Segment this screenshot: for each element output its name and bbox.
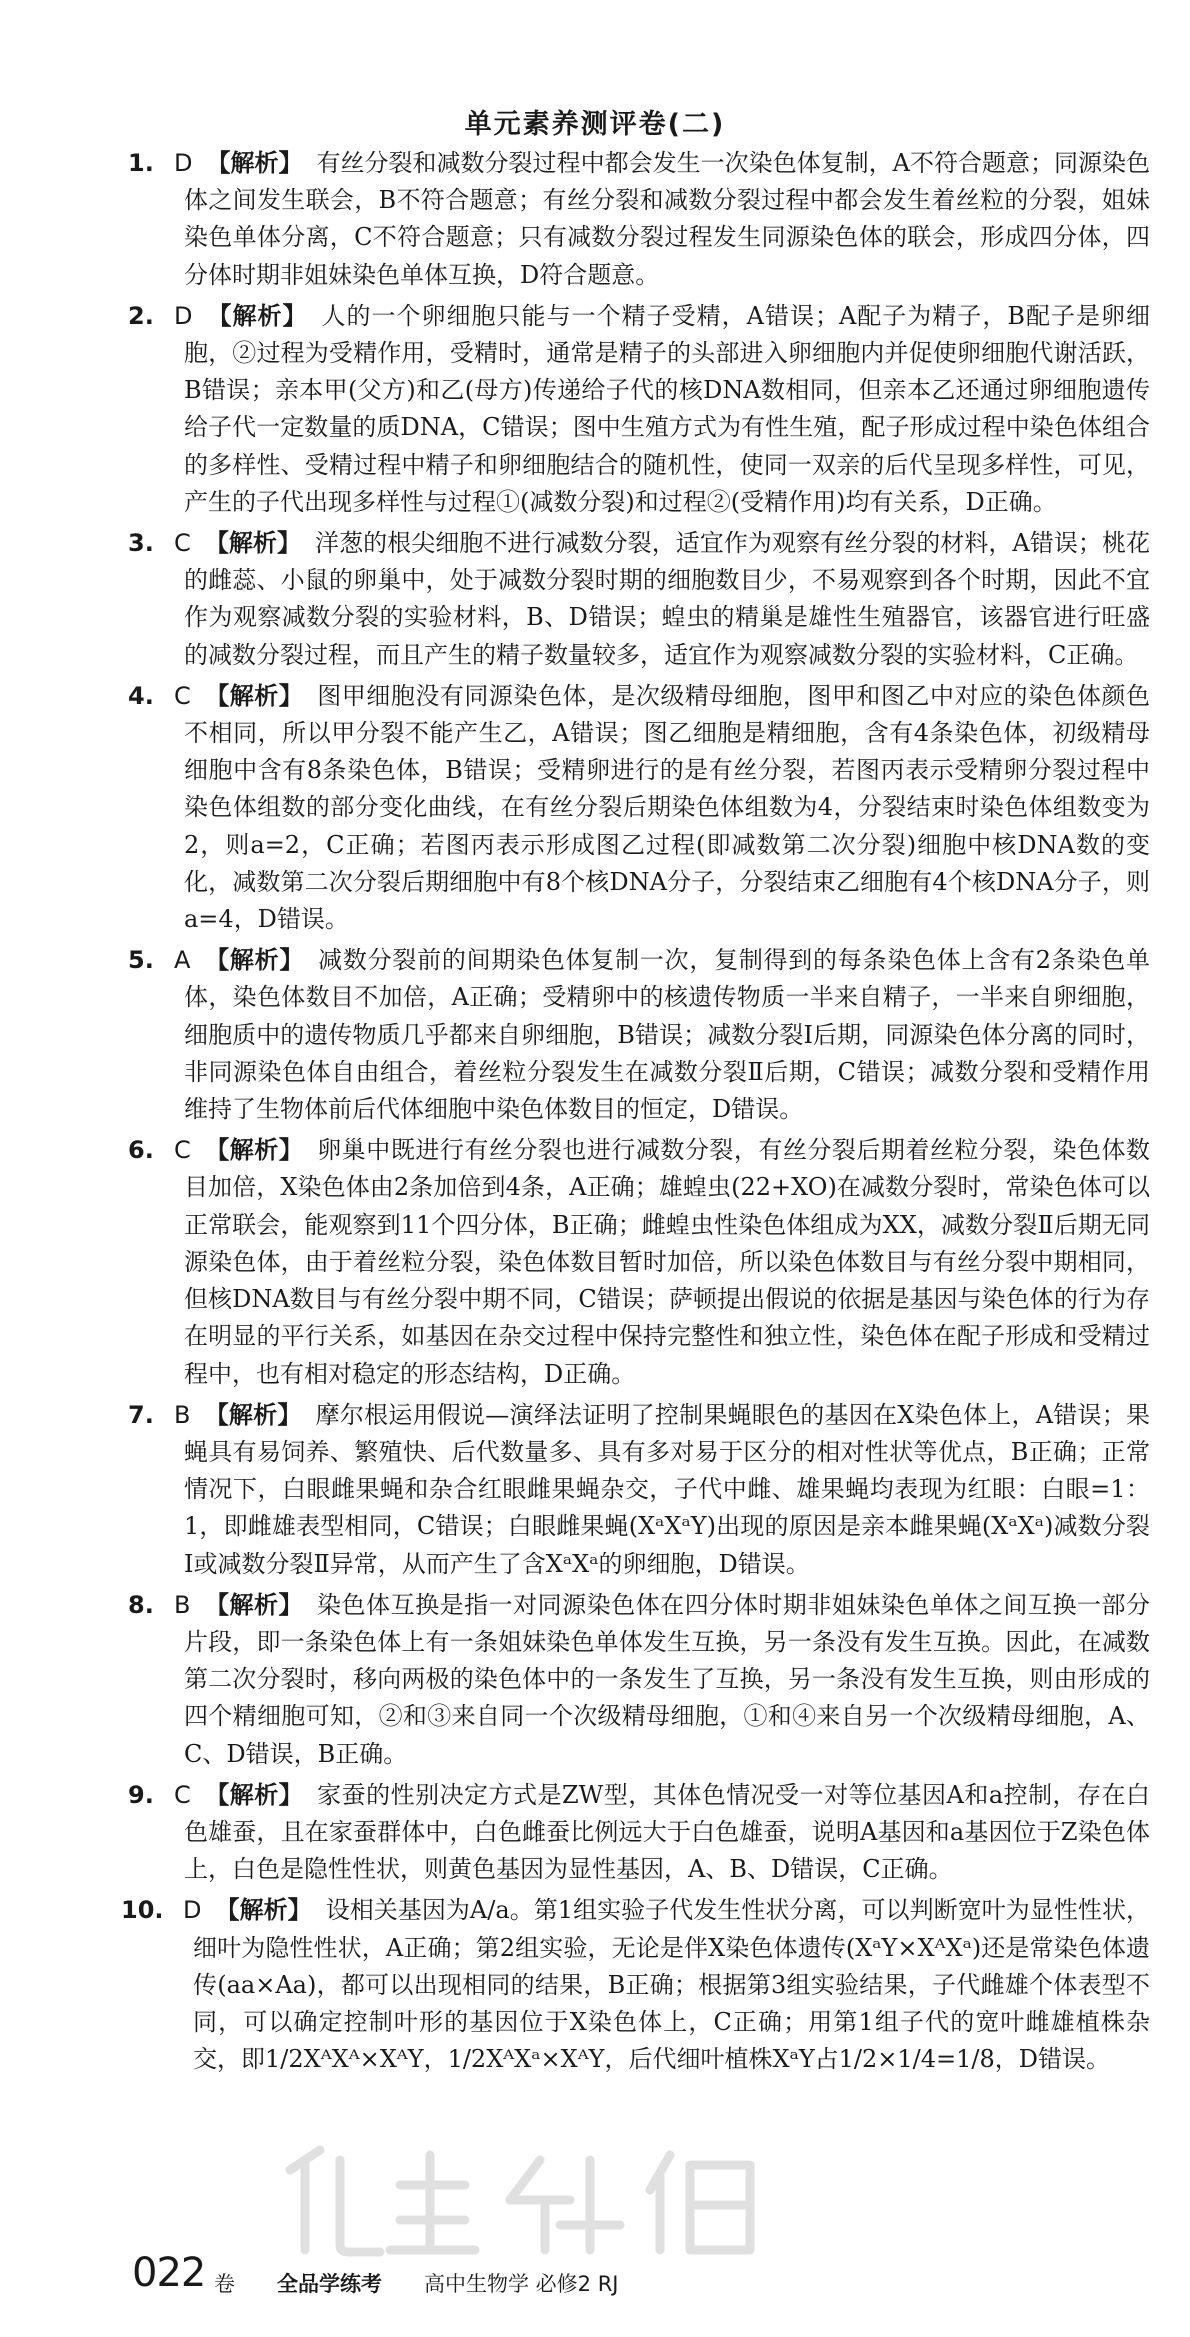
analysis-tag: 【解析】 (204, 1136, 304, 1165)
answer-choice: C (174, 529, 191, 558)
analysis-text: 摩尔根运用假说—演绎法证明了控制果蝇眼色的基因在X染色体上，A错误；果蝇具有易饲养、繁殖快、后代数量多、具有多对易于区分的相对性状等优点，B正确；正常情况下，白眼雌果蝇和杂合红眼雌果蝇杂交，子代中雌、雄果蝇均表现为红眼：白眼=1：1，即雌雄表型相同，C错误；白眼雌果蝇(XᵃXᵃY)出现的原因是亲本雌果蝇(XᵃXᵃ)减数分裂Ⅰ或减数分裂Ⅱ异常，从而产生了含XᵃXᵃ的卵细胞，D错误。 (184, 1400, 1150, 1578)
answer-item-2 (0, 298, 1190, 521)
analysis-text: 卵巢中既进行有丝分裂也进行减数分裂，有丝分裂后期着丝粒分裂，染色体数目加倍，X染色体由2条加倍到4条，A正确；雄蝗虫(22+XO)在减数分裂时，常染色体可以正常联会，能观察到11个四分体，B正确；雌蝗虫性染色体组成为XX，减数分裂Ⅱ后期无同源染色体，由于着丝粒分裂，染色体数目暂时加倍，所以染色体数目与有丝分裂中期相同，但核DNA数目与有丝分裂中期不同，C错误；萨顿提出假说的依据是基因与染色体的行为存在明显的平行关系，如基因在杂交过程中保持完整性和独立性，染色体在配子形成和受精过程中，也有相对稳定的形态结构，D正确。 (184, 1136, 1150, 1388)
item-number: 9. (128, 1780, 154, 1809)
answer-item-5 (0, 942, 1190, 1128)
analysis-text: 有丝分裂和减数分裂过程中都会发生一次染色体复制，A不符合题意；同源染色体之间发生联会，B不符合题意；有丝分裂和减数分裂过程中都会发生着丝粒的分裂，姐妹染色单体分离，C不符合题意；只有减数分裂过程发生同源染色体的联会，形成四分体，四分体时期非姐妹染色单体互换，D符合题意。 (184, 149, 1150, 289)
item-number: 6. (128, 1136, 154, 1165)
item-number: 3. (128, 529, 154, 558)
answer-choice: C (174, 681, 191, 710)
brand-name: 全品学练考 (277, 2272, 382, 2296)
answer-item-10 (0, 1892, 1190, 2078)
analysis-text: 染色体互换是指一对同源染色体在四分体时期非姐妹染色单体之间互换一部分片段，即一条染色体上有一条姐妹染色单体发生互换，另一条没有发生互换。因此，在减数第二次分裂时，移向两极的染色体中的一条发生了互换，另一条没有发生互换，则由形成的四个精细胞可知，②和③来自同一个次级精母细胞，①和④来自另一个次级精母细胞，A、C、D错误，B正确。 (184, 1590, 1151, 1768)
answer-item-6 (0, 1132, 1190, 1392)
analysis-tag: 【解析】 (206, 149, 303, 177)
item-text-block (174, 942, 1150, 1128)
analysis-tag: 【解析】 (204, 946, 305, 975)
volume-label: 卷 (214, 2272, 235, 2296)
analysis-tag: 【解析】 (204, 1590, 304, 1619)
answer-choice: B (174, 1590, 191, 1619)
answer-choice: C (174, 1780, 191, 1809)
item-number: 5. (128, 946, 154, 975)
page-number: 022 (132, 2250, 206, 2296)
answer-choice: B (174, 1400, 191, 1429)
analysis-tag: 【解析】 (204, 681, 304, 710)
page-title: 单元素养测评卷(二) (464, 109, 726, 140)
answer-item-1 (0, 145, 1190, 294)
item-text-block (183, 1892, 1150, 2078)
item-number: 2. (128, 301, 154, 330)
answer-list (0, 145, 1190, 2082)
analysis-text: 减数分裂前的间期染色体复制一次，复制得到的每条染色体上含有2条染色单体，染色体数目不加倍，A正确；受精卵中的核遗传物质一半来自精子，一半来自卵细胞，细胞质中的遗传物质几乎都来自卵细胞，B错误；减数分裂Ⅰ后期，同源染色体分离的同时，非同源染色体自由组合，着丝粒分裂发生在减数分裂Ⅱ后期，C错误；减数分裂和受精作用维持了生物体前后代体细胞中染色体数目的恒定，D错误。 (184, 946, 1150, 1124)
answer-choice: D (183, 1896, 202, 1925)
answer-item-8 (0, 1587, 1190, 1773)
item-number: 8. (128, 1590, 154, 1619)
answer-item-7 (0, 1397, 1190, 1583)
item-text-block (174, 1777, 1151, 1889)
item-text-block (174, 1397, 1150, 1583)
answer-choice: D (174, 301, 193, 330)
analysis-tag: 【解析】 (206, 301, 308, 330)
watermark-graphic (260, 2140, 780, 2260)
answer-item-9 (0, 1777, 1190, 1889)
analysis-text: 洋葱的根尖细胞不进行减数分裂，适宜作为观察有丝分裂的材料，A错误；桃花的雌蕊、小鼠的卵巢中，处于减数分裂时期的细胞数目少，不易观察到各个时期，因此不宜作为观察减数分裂的实验材料，B、D错误；蝗虫的精巢是雄性生殖器官，该器官进行旺盛的减数分裂过程，而且产生的精子数量较多，适宜作为观察减数分裂的实验材料，C正确。 (184, 529, 1150, 669)
analysis-text: 家蚕的性别决定方式是ZW型，其体色情况受一对等位基因A和a控制，存在白色雄蚕，且在家蚕群体中，白色雌蚕比例远大于白色雄蚕，说明A基因和a基因位于Z染色体上，白色是隐性性状，则黄色基因为显性基因，A、B、D错误，C正确。 (184, 1780, 1151, 1884)
analysis-tag: 【解析】 (204, 1400, 302, 1429)
analysis-text: 图甲细胞没有同源染色体，是次级精母细胞，图甲和图乙中对应的染色体颜色不相同，所以甲分裂不能产生乙，A错误；图乙细胞是精细胞，含有4条染色体，初级精母细胞中含有8条染色体，B错误；受精卵进行的是有丝分裂，若图丙表示受精卵分裂过程中染色体组数的部分变化曲线，在有丝分裂后期染色体组数为4，分裂结束时染色体组数变为2，则a=2，C正确；若图丙表示形成图乙过程(即减数第二次分裂)细胞中核DNA数的变化，减数第二次分裂后期细胞中有8个核DNA分子，分裂结束乙细胞有4个核DNA分子，则a=4，D错误。 (184, 681, 1150, 934)
answer-item-3 (0, 525, 1190, 674)
analysis-text: 设相关基因为A/a。第1组实验子代发生性状分离，可以判断宽叶为显性性状，细叶为隐性性状，A正确；第2组实验，无论是伴X染色体遗传(XᵃY×XᴬXᵃ)还是常染色体遗传(aa×Aa)，都可以出现相同的结果，B正确；根据第3组实验结果，子代雌雄个体表型不同，可以确定控制叶形的基因位于X染色体上，C正确；用第1组子代的宽叶雌雄植株杂交，即1/2XᴬXᴬ×XᴬY，1/2XᴬXᵃ×XᴬY，后代细叶植株XᵃY占1/2×1/4=1/8，D错误。 (193, 1896, 1150, 2074)
item-number: 4. (128, 681, 154, 710)
item-number: 7. (128, 1400, 154, 1429)
item-text-block (174, 298, 1150, 521)
analysis-tag: 【解析】 (204, 529, 302, 558)
item-text-block (174, 678, 1150, 938)
answer-choice: D (174, 149, 193, 177)
item-text-block (174, 1587, 1151, 1773)
analysis-tag: 【解析】 (204, 1780, 304, 1809)
answer-choice: C (174, 1136, 191, 1165)
item-number: 10. (121, 1896, 164, 1925)
item-number: 1. (128, 149, 154, 177)
answer-choice: A (174, 946, 191, 975)
item-text-block (174, 1132, 1150, 1392)
analysis-tag: 【解析】 (215, 1896, 312, 1925)
answer-item-4 (0, 678, 1190, 938)
subject-label: 高中生物学 必修2 RJ (424, 2272, 619, 2296)
analysis-text: 人的一个卵细胞只能与一个精子受精，A错误；A配子为精子，B配子是卵细胞，②过程为受精作用，受精时，通常是精子的头部进入卵细胞内并促使卵细胞代谢活跃，B错误；亲本甲(父方)和乙(母方)传递给子代的核DNA数相同，但亲本乙还通过卵细胞遗传给子代一定数量的质DNA，C错误；图中生殖方式为有性生殖，配子形成过程中染色体组合的多样性、受精过程中精子和卵细胞结合的随机性，使同一双亲的后代呈现多样性，可见，产生的子代出现多样性与过程①(减数分裂)和过程②(受精作用)均有关系，D正确。 (184, 301, 1150, 516)
item-text-block (174, 525, 1150, 674)
item-text-block (174, 145, 1150, 294)
